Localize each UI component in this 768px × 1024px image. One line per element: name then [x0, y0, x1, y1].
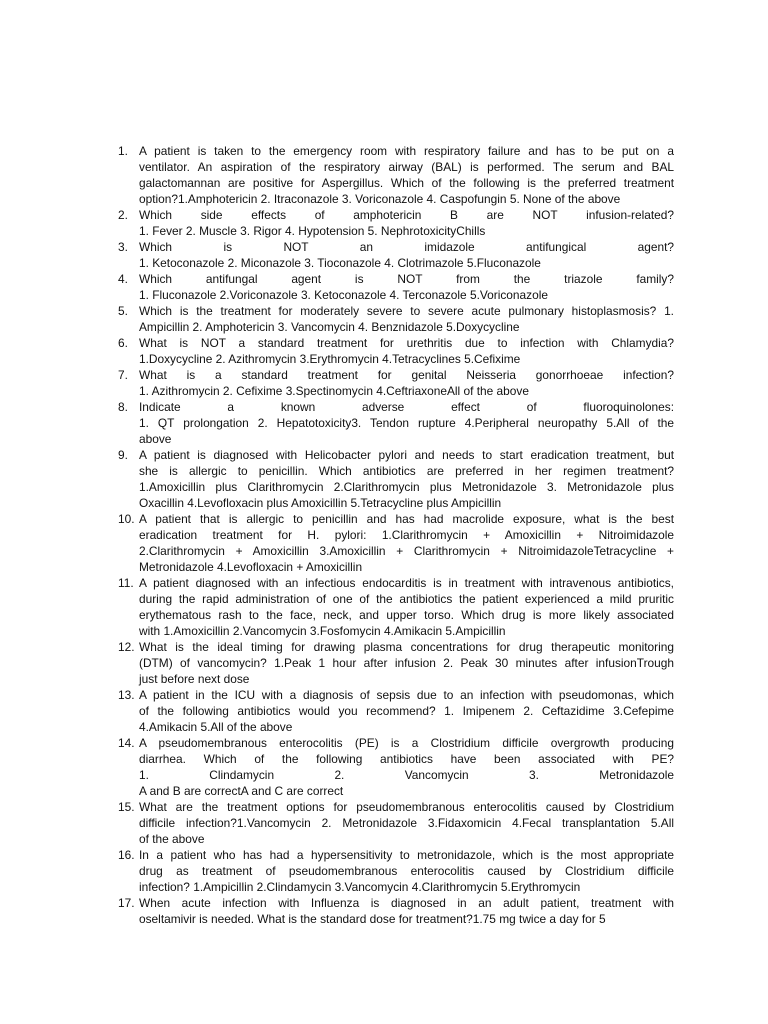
question-number: 12.	[118, 640, 135, 654]
question-text-line: 1.Doxycycline 2. Azithromycin 3.Erythromycin 4.Tetracyclines 5.Cefixime	[139, 352, 521, 366]
question-text-line: 2.Clarithromycin + Amoxicillin 3.Amoxicillin + Clarithromycin + NitroimidazoleTetracycline +	[139, 544, 674, 558]
question-item	[0, 399, 674, 447]
question-text-line: of the following antibiotics would you recommend? 1. Imipenem 2. Ceftazidime 3.Cefepime	[139, 704, 674, 718]
question-text-line: 1. QT prolongation 2. Hepatotoxicity3. Tendon rupture 4.Peripheral neuropathy 5.All of the	[139, 416, 674, 430]
question-text-line: Indicate a known adverse effect of fluoroquinolones:	[139, 400, 674, 414]
question-text-line: Which is NOT an imidazole antifungical agent?	[139, 240, 674, 254]
question-text-line: option?1.Amphotericin 2. Itraconazole 3. Voriconazole 4. Caspofungin 5. None of the above	[139, 192, 621, 206]
question-item	[0, 895, 674, 927]
question-text-line: 1. Fluconazole 2.Voriconazole 3. Ketoconazole 4. Terconazole 5.Voriconazole	[139, 288, 548, 302]
question-text-line: 1. Clindamycin 2. Vancomycin 3. Metronidazole	[139, 768, 674, 782]
question-text-line: What are the treatment options for pseudomembranous enterocolitis caused by Clostridium	[139, 800, 674, 814]
question-text-line: A patient diagnosed with an infectious endocarditis is in treatment with intravenous antibiotics,	[139, 576, 674, 590]
question-number: 13.	[118, 688, 135, 702]
question-text-line: 1. Fever 2. Muscle 3. Rigor 4. Hypotension 5. NephrotoxicityChills	[139, 224, 486, 238]
question-text-line: In a patient who has had a hypersensitivity to metronidazole, which is the most appropriate	[139, 848, 674, 862]
question-number: 17.	[118, 896, 135, 910]
question-text-line: Metronidazole 4.Levofloxacin + Amoxicillin	[139, 560, 363, 574]
question-item	[0, 367, 674, 399]
question-text-line: with 1.Amoxicillin 2.Vancomycin 3.Fosfomycin 4.Amikacin 5.Ampicillin	[139, 624, 506, 638]
question-number: 11.	[118, 576, 134, 590]
question-text-line: of the above	[139, 832, 205, 846]
question-text-line: ventilator. An aspiration of the respiratory airway (BAL) is performed. The serum and BAL	[139, 160, 674, 174]
question-text-line: 1. Ketoconazole 2. Miconazole 3. Tioconazole 4. Clotrimazole 5.Fluconazole	[139, 256, 541, 270]
question-item	[0, 207, 674, 239]
question-text-line: difficile infection?1.Vancomycin 2. Metronidazole 3.Fidaxomicin 4.Fecal transplantation 5.All	[139, 816, 674, 830]
question-item	[0, 575, 674, 639]
question-number: 5.	[118, 304, 128, 318]
question-number: 4.	[118, 272, 128, 286]
question-number: 14.	[118, 736, 135, 750]
question-text-line: Ampicillin 2. Amphotericin 3. Vancomycin 4. Benznidazole 5.Doxycycline	[139, 320, 520, 334]
question-text-line: What is NOT a standard treatment for urethritis due to infection with Chlamydia?	[139, 336, 674, 350]
question-number: 10.	[118, 512, 135, 526]
question-text-line: just before next dose	[139, 672, 250, 686]
question-item	[0, 239, 674, 271]
question-item	[0, 511, 674, 575]
question-number: 1.	[118, 144, 128, 158]
question-text-line: Which side effects of amphotericin B are NOT infusion-related?	[139, 208, 674, 222]
question-text-line: diarrhea. Which of the following antibiotics have been associated with PE?	[139, 752, 674, 766]
question-text-line: Which is the treatment for moderately severe to severe acute pulmonary histoplasmosis? 1.	[139, 304, 674, 318]
question-item	[0, 143, 674, 207]
question-text-line: galactomannan are positive for Aspergillus. Which of the following is the preferred treatment	[139, 176, 674, 190]
question-number: 9.	[118, 448, 128, 462]
question-text-line: A patient that is allergic to penicillin and has had macrolide exposure, what is the best	[139, 512, 674, 526]
question-item	[0, 847, 674, 895]
question-item	[0, 447, 674, 511]
question-number: 16.	[118, 848, 135, 862]
question-text-line: A and B are correctA and C are correct	[139, 784, 344, 798]
question-text-line: erythematous rash to the face, neck, and upper torso. Which drug is more likely associated	[139, 608, 674, 622]
question-text-line: A patient is taken to the emergency room with respiratory failure and has to be put on a	[139, 144, 674, 158]
question-text-line: Which antifungal agent is NOT from the triazole family?	[139, 272, 674, 286]
question-text-line: above	[139, 432, 172, 446]
question-number: 15.	[118, 800, 135, 814]
question-text-line: infection? 1.Ampicillin 2.Clindamycin 3.Vancomycin 4.Clarithromycin 5.Erythromycin	[139, 880, 581, 894]
question-number: 6.	[118, 336, 128, 350]
question-item	[0, 639, 674, 687]
question-item	[0, 335, 674, 367]
question-list	[0, 143, 674, 927]
question-text-line: A pseudomembranous enterocolitis (PE) is a Clostridium difficile overgrowth producing	[139, 736, 674, 750]
question-text-line: 1. Azithromycin 2. Cefixime 3.Spectinomycin 4.CeftriaxoneAll of the above	[139, 384, 529, 398]
question-item	[0, 799, 674, 847]
question-number: 3.	[118, 240, 128, 254]
question-text-line: oseltamivir is needed. What is the standard dose for treatment?1.75 mg twice a day for 5	[139, 912, 606, 926]
question-text-line: A patient in the ICU with a diagnosis of sepsis due to an infection with pseudomonas, which	[139, 688, 674, 702]
question-item	[0, 687, 674, 735]
question-text-line: eradication treatment for H. pylori: 1.Clarithromycin + Amoxicillin + Nitroimidazole	[139, 528, 674, 542]
question-item	[0, 735, 674, 799]
question-number: 7.	[118, 368, 128, 382]
question-text-line: When acute infection with Influenza is diagnosed in an adult patient, treatment with	[139, 896, 674, 910]
question-item	[0, 271, 674, 303]
question-text-line: What is a standard treatment for genital Neisseria gonorrhoeae infection?	[139, 368, 674, 382]
question-text-line: What is the ideal timing for drawing plasma concentrations for drug therapeutic monitoring	[139, 640, 674, 654]
question-text-line: drug as treatment of pseudomembranous enterocolitis caused by Clostridium difficile	[139, 864, 674, 878]
question-text-line: she is allergic to penicillin. Which antibiotics are preferred in her regimen treatment?	[139, 464, 674, 478]
question-number: 8.	[118, 400, 128, 414]
question-text-line: 1.Amoxicillin plus Clarithromycin 2.Clarithromycin plus Metronidazole 3. Metronidazole plus	[139, 480, 674, 494]
question-text-line: during the rapid administration of one of the antibiotics the patient experienced a mild pruritic	[139, 592, 674, 606]
question-text-line: 4.Amikacin 5.All of the above	[139, 720, 293, 734]
question-text-line: (DTM) of vancomycin? 1.Peak 1 hour after infusion 2. Peak 30 minutes after infusionTrough	[139, 656, 674, 670]
question-text-line: A patient is diagnosed with Helicobacter pylori and needs to start eradication treatment, but	[139, 448, 674, 462]
question-number: 2.	[118, 208, 128, 222]
question-item	[0, 303, 674, 335]
question-text-line: Oxacillin 4.Levofloxacin plus Amoxicillin 5.Tetracycline plus Ampicillin	[139, 496, 502, 510]
